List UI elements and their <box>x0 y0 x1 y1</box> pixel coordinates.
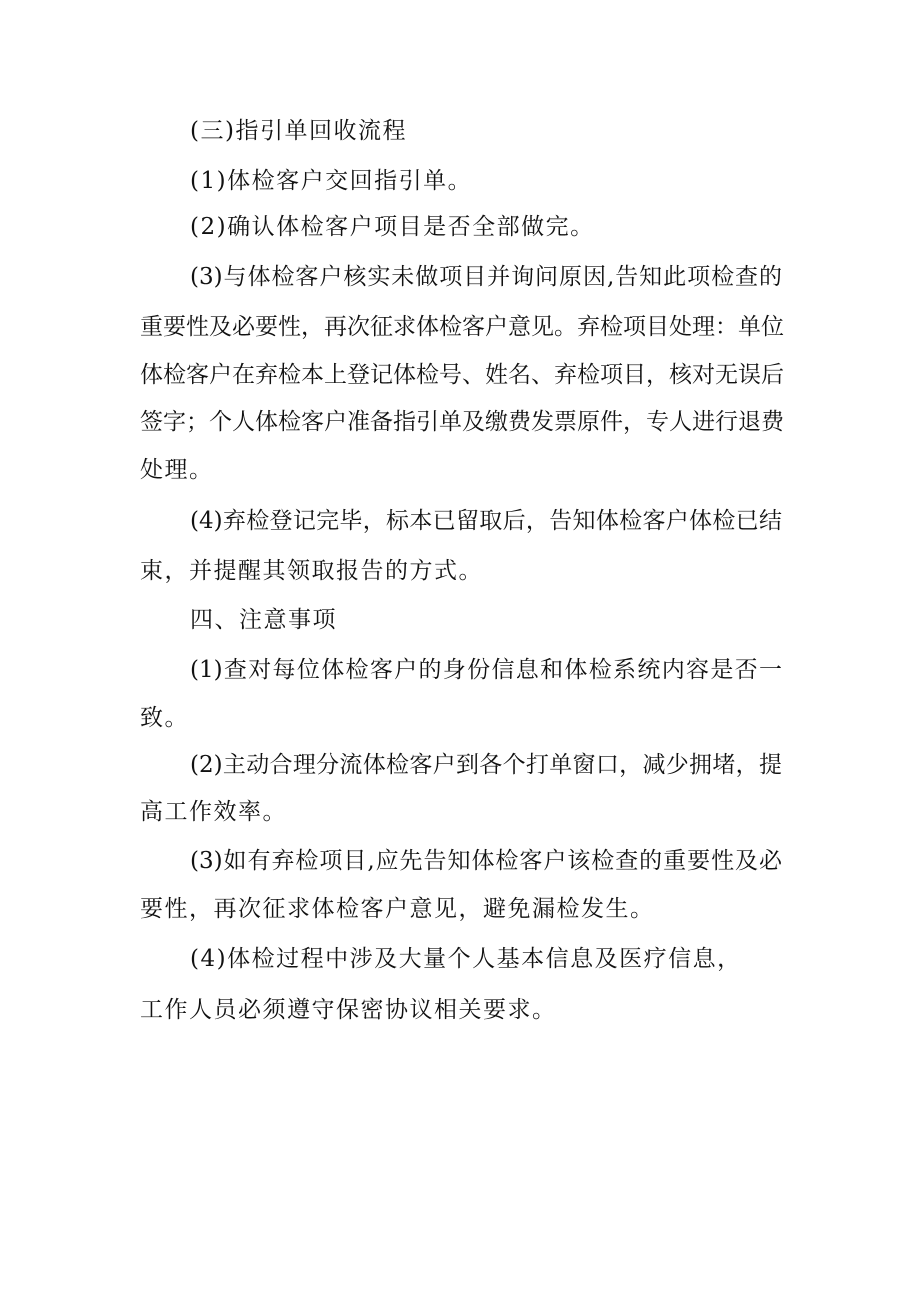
section3-item3-line4: 签字；个人体检客户准备指引单及缴费发票原件，专人进行退费 <box>140 409 784 435</box>
section3-item3-line2: 重要性及必要性，再次征求体检客户意见。弃检项目处理：单位 <box>140 314 784 340</box>
section4-item4-line1: (4)体检过程中涉及大量个人基本信息及医疗信息， <box>190 946 742 972</box>
section3-item1: (1)体检客户交回指引单。 <box>190 168 473 194</box>
section3-heading: (三)指引单回收流程 <box>190 118 407 144</box>
section4-item1-line2: 致。 <box>140 705 189 731</box>
section3-item3-line5: 处理。 <box>140 457 214 483</box>
section4-heading: 四、注意事项 <box>190 607 337 633</box>
section3-item3-line1: (3)与体检客户核实未做项目并询问原因,告知此项检查的 <box>190 264 782 290</box>
section3-item4-line2: 束，并提醒其领取报告的方式。 <box>140 558 483 584</box>
section3-item3-line3: 体检客户在弃检本上登记体检号、姓名、弃检项目，核对无误后 <box>140 362 784 388</box>
section3-item4-line1: (4)弃检登记完毕，标本已留取后，告知体检客户体检已结 <box>190 508 782 534</box>
section4-item2-line1: (2)主动合理分流体检客户到各个打单窗口，减少拥堵，提 <box>190 752 782 778</box>
section4-item1-line1: (1)查对每位体检客户的身份信息和体检系统内容是否一 <box>190 657 782 683</box>
section3-item2: (2)确认体检客户项目是否全部做完。 <box>190 214 595 240</box>
section4-item3-line1: (3)如有弃检项目,应先告知体检客户该检查的重要性及必 <box>190 848 782 874</box>
section4-item3-line2: 要性，再次征求体检客户意见，避免漏检发生。 <box>140 896 655 922</box>
section4-item4-line2: 工作人员必须遵守保密协议相关要求。 <box>140 997 557 1023</box>
section4-item2-line2: 高工作效率。 <box>140 799 287 825</box>
